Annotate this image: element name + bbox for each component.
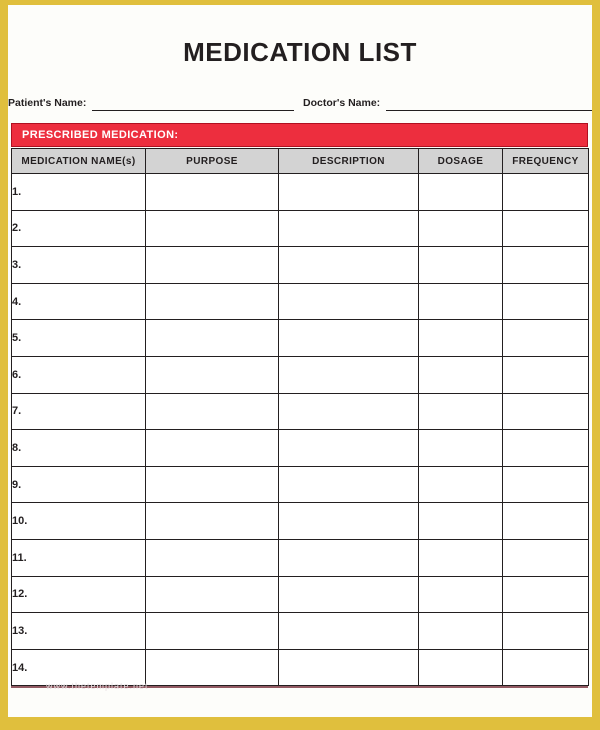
- name-fields-row: [8, 93, 592, 113]
- row-number-cell[interactable]: 14.: [12, 649, 146, 686]
- medication-table-body: [12, 174, 589, 686]
- column-header-purpose: PURPOSE: [146, 149, 279, 174]
- cell-frequency[interactable]: [503, 649, 589, 686]
- medication-table: [11, 148, 589, 686]
- cell-frequency[interactable]: [503, 356, 589, 393]
- cell-description[interactable]: [279, 356, 419, 393]
- cell-purpose[interactable]: [146, 174, 279, 211]
- row-number-cell[interactable]: 5.: [12, 320, 146, 357]
- cell-description[interactable]: [279, 503, 419, 540]
- column-header-frequency: FREQUENCY: [503, 149, 589, 174]
- page-title: MEDICATION LIST: [183, 37, 417, 67]
- cell-dosage[interactable]: [419, 320, 503, 357]
- cell-dosage[interactable]: [419, 466, 503, 503]
- row-number-cell[interactable]: 6.: [12, 356, 146, 393]
- table-row: [12, 356, 589, 393]
- cell-description[interactable]: [279, 613, 419, 650]
- cell-purpose[interactable]: [146, 210, 279, 247]
- column-header-description: DESCRIPTION: [279, 149, 419, 174]
- cell-dosage[interactable]: [419, 613, 503, 650]
- cell-purpose[interactable]: [146, 613, 279, 650]
- cell-dosage[interactable]: [419, 576, 503, 613]
- cell-dosage[interactable]: [419, 649, 503, 686]
- cell-frequency[interactable]: [503, 503, 589, 540]
- watermark-text: www.thetemplate.net: [46, 681, 149, 691]
- cell-description[interactable]: [279, 466, 419, 503]
- cell-dosage[interactable]: [419, 539, 503, 576]
- cell-frequency[interactable]: [503, 210, 589, 247]
- doctor-name-write-line[interactable]: [386, 97, 592, 111]
- cell-purpose[interactable]: [146, 466, 279, 503]
- table-row: [12, 283, 589, 320]
- cell-dosage[interactable]: [419, 393, 503, 430]
- table-row: [12, 539, 589, 576]
- cell-purpose[interactable]: [146, 503, 279, 540]
- patient-name-field[interactable]: [8, 93, 294, 111]
- doctor-name-field[interactable]: [303, 93, 592, 111]
- cell-purpose[interactable]: [146, 539, 279, 576]
- medication-table-block: [11, 123, 588, 688]
- row-number-cell[interactable]: 12.: [12, 576, 146, 613]
- cell-purpose[interactable]: [146, 247, 279, 284]
- cell-frequency[interactable]: [503, 466, 589, 503]
- table-row: [12, 393, 589, 430]
- cell-description[interactable]: [279, 283, 419, 320]
- column-header-medication-name: MEDICATION NAME(s): [12, 149, 146, 174]
- cell-dosage[interactable]: [419, 247, 503, 284]
- table-header-row: [12, 149, 589, 174]
- cell-description[interactable]: [279, 649, 419, 686]
- prescribed-medication-banner-label: PRESCRIBED MEDICATION:: [22, 129, 179, 141]
- cell-purpose[interactable]: [146, 356, 279, 393]
- table-row: [12, 466, 589, 503]
- cell-dosage[interactable]: [419, 210, 503, 247]
- table-row: [12, 320, 589, 357]
- cell-frequency[interactable]: [503, 393, 589, 430]
- cell-frequency[interactable]: [503, 576, 589, 613]
- cell-description[interactable]: [279, 247, 419, 284]
- cell-frequency[interactable]: [503, 320, 589, 357]
- cell-description[interactable]: [279, 174, 419, 211]
- row-number-cell[interactable]: 4.: [12, 283, 146, 320]
- cell-purpose[interactable]: [146, 283, 279, 320]
- row-number-cell[interactable]: 11.: [12, 539, 146, 576]
- prescribed-medication-banner: [11, 123, 588, 147]
- cell-description[interactable]: [279, 320, 419, 357]
- cell-dosage[interactable]: [419, 283, 503, 320]
- column-header-dosage: DOSAGE: [419, 149, 503, 174]
- cell-dosage[interactable]: [419, 430, 503, 467]
- cell-frequency[interactable]: [503, 539, 589, 576]
- row-number-cell[interactable]: 2.: [12, 210, 146, 247]
- cell-purpose[interactable]: [146, 320, 279, 357]
- row-number-cell[interactable]: 10.: [12, 503, 146, 540]
- cell-dosage[interactable]: [419, 356, 503, 393]
- row-number-cell[interactable]: 1.: [12, 174, 146, 211]
- table-closing-rule: [11, 686, 588, 688]
- table-row: [12, 210, 589, 247]
- cell-description[interactable]: [279, 576, 419, 613]
- cell-frequency[interactable]: [503, 174, 589, 211]
- table-row: [12, 174, 589, 211]
- patient-name-write-line[interactable]: [92, 97, 294, 111]
- table-row: [12, 503, 589, 540]
- cell-description[interactable]: [279, 539, 419, 576]
- cell-dosage[interactable]: [419, 503, 503, 540]
- cell-frequency[interactable]: [503, 613, 589, 650]
- row-number-cell[interactable]: 7.: [12, 393, 146, 430]
- row-number-cell[interactable]: 8.: [12, 430, 146, 467]
- cell-purpose[interactable]: [146, 649, 279, 686]
- row-number-cell[interactable]: 9.: [12, 466, 146, 503]
- cell-description[interactable]: [279, 393, 419, 430]
- cell-purpose[interactable]: [146, 393, 279, 430]
- cell-frequency[interactable]: [503, 283, 589, 320]
- patient-name-label: Patient's Name:: [8, 97, 87, 109]
- table-row: [12, 430, 589, 467]
- cell-description[interactable]: [279, 430, 419, 467]
- table-row: [12, 649, 589, 686]
- cell-frequency[interactable]: [503, 247, 589, 284]
- medication-table-head: [12, 149, 589, 174]
- doctor-name-label: Doctor's Name:: [303, 97, 381, 109]
- table-row: [12, 247, 589, 284]
- table-row: [12, 613, 589, 650]
- table-row: [12, 576, 589, 613]
- cell-frequency[interactable]: [503, 430, 589, 467]
- row-number-cell[interactable]: 3.: [12, 247, 146, 284]
- cell-purpose[interactable]: [146, 576, 279, 613]
- document-page: [8, 5, 592, 717]
- cell-description[interactable]: [279, 210, 419, 247]
- cell-purpose[interactable]: [146, 430, 279, 467]
- row-number-cell[interactable]: 13.: [12, 613, 146, 650]
- cell-dosage[interactable]: [419, 174, 503, 211]
